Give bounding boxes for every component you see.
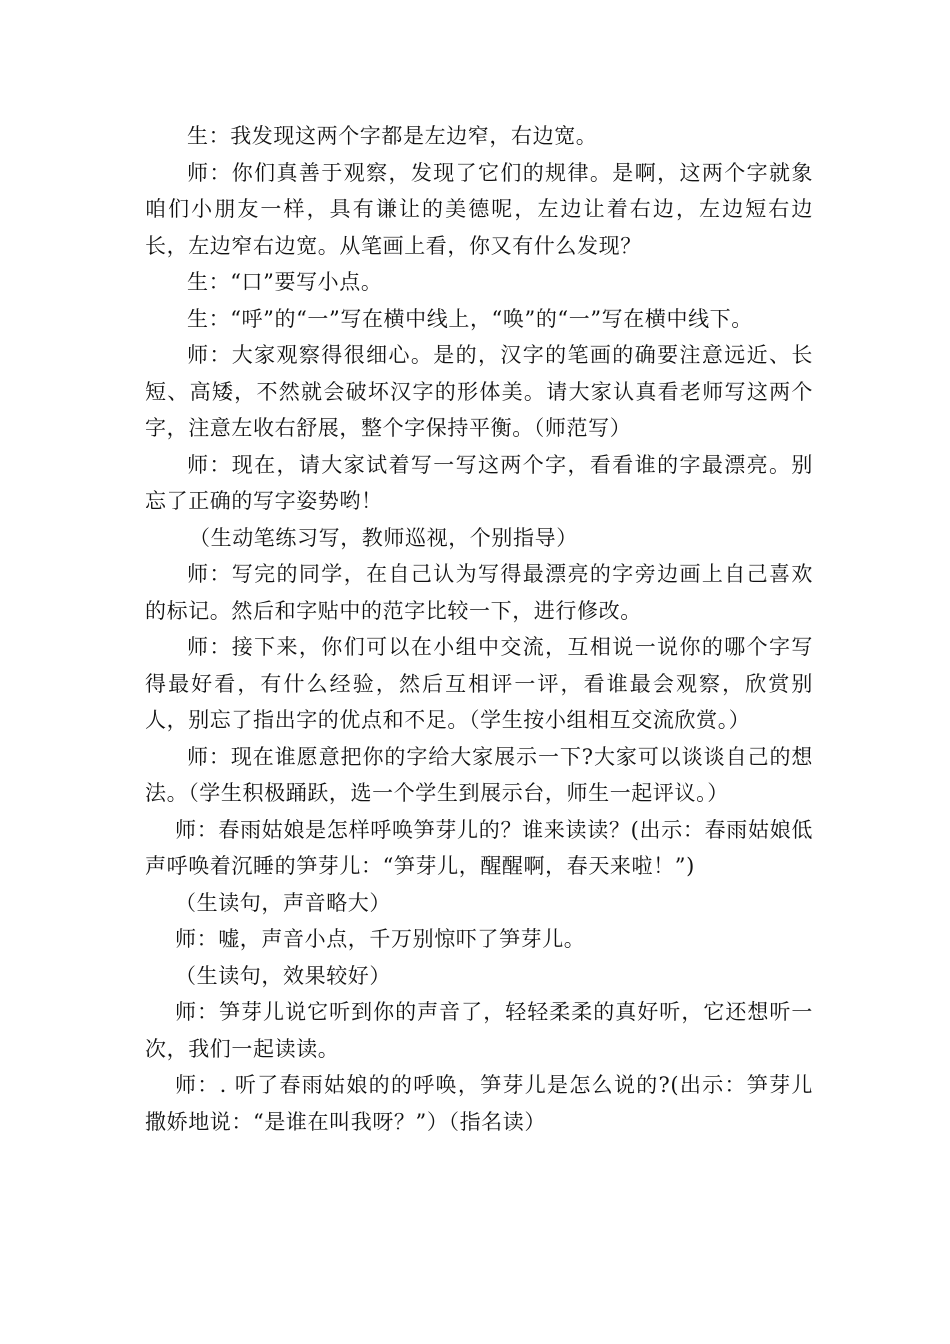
paragraph: （生动笔练习写，教师巡视，个别指导） [189,525,578,550]
paragraph: 师：嘘，声音小点，千万别惊吓了笋芽儿。 [175,927,586,951]
paragraph: 师：. 听了春雨姑娘的的呼唤，笋芽儿是怎么说的?(出示：笋芽儿撒娇地说：“是谁在叫我呀？”）（指名读） [145,1073,813,1134]
paragraph: （生读句，声音略大） [175,890,391,915]
paragraph: 生：“呼”的“一”写在横中线上，“唤”的“一”写在横中线下。 [187,306,753,331]
paragraph: 师：接下来，你们可以在小组中交流，互相说一说你的哪个字写得最好看，有什么经验，然后互相评一评，看谁最会观察，欣赏别人，别忘了指出字的优点和不足。（学生按小组相互交流欣赏。） [145,635,813,732]
paragraph: 师：你们真善于观察，发现了它们的规律。是啊，这两个字就象咱们小朋友一样，具有谦让的美德呢，左边让着右边，左边短右边长，左边窄右边宽。从笔画上看，你又有什么发现？ [145,160,813,258]
paragraph: 师：现在，请大家试着写一写这两个字，看看谁的字最漂亮。别忘了正确的写字姿势哟！ [145,452,813,513]
paragraph: 生：我发现这两个字都是左边窄，右边宽。 [187,124,598,148]
paragraph: （生读句，效果较好） [175,963,391,988]
paragraph: 师：春雨姑娘是怎样呼唤笋芽儿的？谁来读读？(出示：春雨姑娘低声呼唤着沉睡的笋芽儿：“笋芽儿，醒醒啊，春天来啦！”) [145,817,813,878]
paragraph: 生：“口”要写小点。 [187,270,383,294]
paragraph: 师：笋芽儿说它听到你的声音了，轻轻柔柔的真好听，它还想听一次，我们一起读读。 [145,1000,813,1061]
document-body [145,118,813,1140]
paragraph: 师：大家观察得很细心。是的，汉字的笔画的确要注意远近、长短、高矮，不然就会破坏汉字的形体美。请大家认真看老师写这两个字，注意左收右舒展，整个字保持平衡。（师范写） [145,343,813,440]
paragraph: 师：现在谁愿意把你的字给大家展示一下?大家可以谈谈自己的想法。（学生积极踊跃，选一个学生到展示台，师生一起评议。） [145,744,813,805]
paragraph: 师：写完的同学，在自己认为写得最漂亮的字旁边画上自己喜欢的标记。然后和字贴中的范字比较一下，进行修改。 [145,562,813,623]
